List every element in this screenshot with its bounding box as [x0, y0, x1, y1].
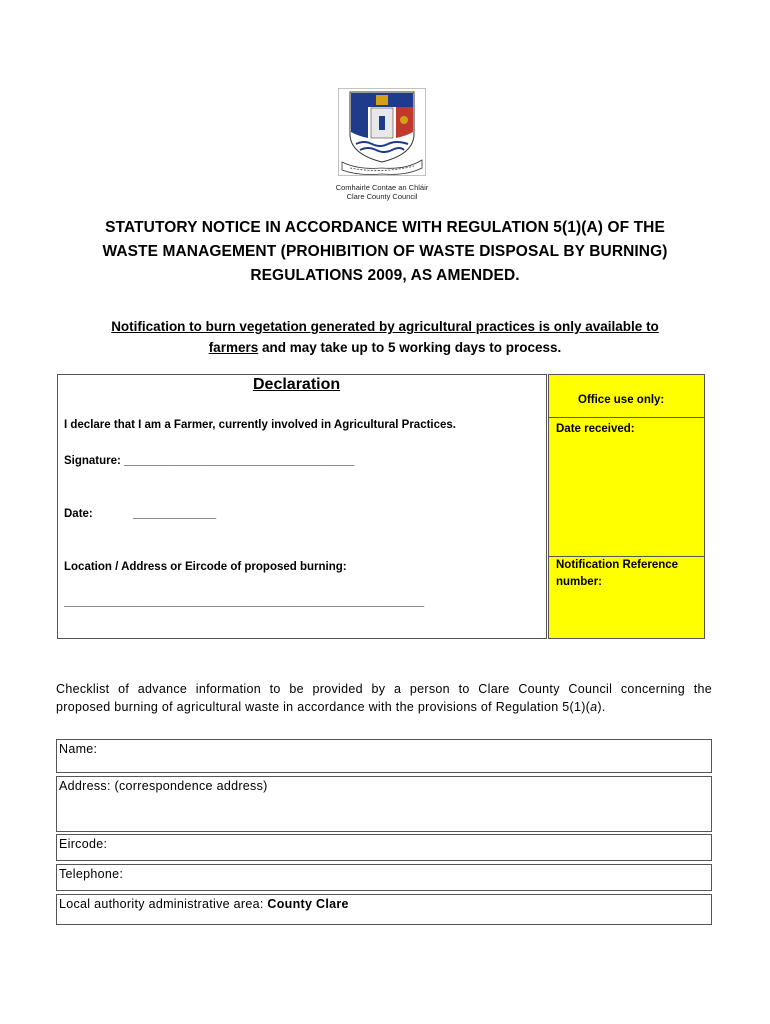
checklist-line-2-italic: a — [590, 700, 598, 714]
date-label: Date: — [64, 508, 93, 520]
address-label: Address: (correspondence address) — [59, 779, 268, 793]
telephone-label: Telephone: — [59, 867, 124, 881]
office-divider-top — [549, 417, 704, 418]
notice-rest: and may take up to 5 working days to process. — [258, 340, 562, 355]
eircode-field[interactable] — [56, 834, 712, 861]
checklist-line-2 — [56, 698, 712, 716]
notice-line-2 — [40, 337, 730, 358]
date-field[interactable]: _____________ — [133, 508, 217, 520]
name-label: Name: — [59, 742, 98, 756]
date-received-label: Date received: — [556, 423, 635, 435]
document-title — [40, 216, 730, 288]
reference-label-line-2: number: — [556, 576, 602, 588]
checklist-line-2-end: ). — [597, 700, 606, 714]
checklist-intro — [56, 680, 712, 716]
notice-farmers: farmers — [208, 340, 259, 355]
signature-field[interactable]: Signature: ____________________________________ — [64, 455, 355, 467]
checklist-line-2-text: proposed burning of agricultural waste in accordance with the provisions of Regulation 5(1)( — [56, 700, 591, 714]
office-use-heading: Office use only: — [578, 394, 665, 406]
crest-caption-english: Clare County Council — [346, 192, 418, 201]
local-authority-label: Local authority administrative area: — [59, 897, 268, 911]
reference-label-line-1: Notification Reference — [556, 559, 679, 571]
name-field[interactable] — [56, 739, 712, 773]
eircode-label: Eircode: — [59, 837, 108, 851]
title-line-2: WASTE MANAGEMENT (PROHIBITION OF WASTE DISPOSAL BY BURNING) — [102, 243, 668, 260]
local-authority-field[interactable] — [56, 894, 712, 925]
declaration-heading: Declaration — [253, 376, 341, 393]
checklist-line-1: Checklist of advance information to be provided by a person to Clare County Council concerning the — [56, 682, 712, 696]
declaration-statement: I declare that I am a Farmer, currently involved in Agricultural Practices. — [64, 419, 456, 431]
telephone-field[interactable] — [56, 864, 712, 891]
crest-caption-irish: Comhairle Contae an Chláir — [335, 183, 429, 192]
location-field[interactable]: ____________________________________________________________ — [64, 596, 424, 608]
office-use-box — [548, 374, 705, 639]
availability-notice — [40, 316, 730, 358]
location-label: Location / Address or Eircode of proposed burning: — [64, 561, 347, 573]
title-line-1: STATUTORY NOTICE IN ACCORDANCE WITH REGULATION 5(1)(A) OF THE — [105, 219, 665, 236]
notice-line-1: Notification to burn vegetation generated by agricultural practices is only available to — [111, 319, 659, 334]
address-field[interactable] — [56, 776, 712, 832]
title-line-3: REGULATIONS 2009, AS AMENDED. — [250, 267, 520, 284]
local-authority-value: County Clare — [267, 897, 349, 911]
